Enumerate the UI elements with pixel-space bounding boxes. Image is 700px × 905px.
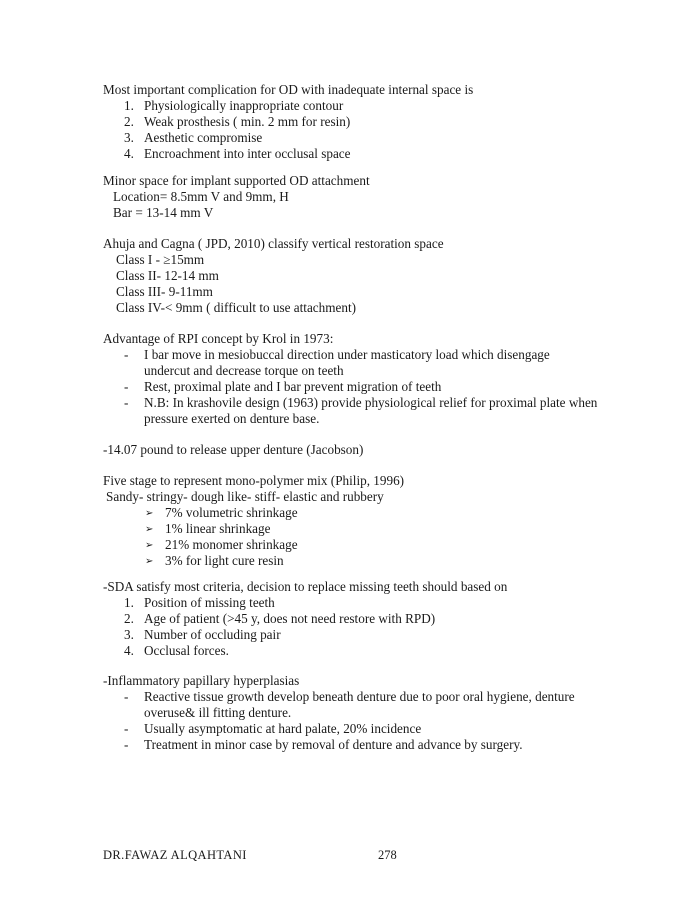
section-heading: Minor space for implant supported OD attachment <box>103 173 370 188</box>
bullet-marker: - <box>124 395 129 410</box>
list-marker: 1. <box>124 595 134 610</box>
list-marker: 2. <box>124 611 134 626</box>
bullet-marker: - <box>124 379 129 394</box>
list-marker: 1. <box>124 98 134 113</box>
bullet-marker: - <box>124 737 129 752</box>
list-item: Occlusal forces. <box>144 643 229 658</box>
list-marker: 2. <box>124 114 134 129</box>
list-item: Usually asymptomatic at hard palate, 20% incidence <box>144 721 422 736</box>
bullet-marker: - <box>124 689 129 704</box>
section-heading: Ahuja and Cagna ( JPD, 2010) classify vertical restoration space <box>103 236 444 251</box>
arrow-bullet: ➢ <box>145 556 154 567</box>
section-subheading: Sandy- stringy- dough like- stiff- elastic and rubbery <box>106 489 384 504</box>
text-line: Class II- 12-14 mm <box>116 268 219 283</box>
list-item: Position of missing teeth <box>144 595 275 610</box>
list-item: 1% linear shrinkage <box>165 521 271 536</box>
text-line: Class III- 9-11mm <box>116 284 213 299</box>
list-marker: 4. <box>124 146 134 161</box>
list-item-continuation: pressure exerted on denture base. <box>144 411 320 426</box>
list-item: Aesthetic compromise <box>144 130 263 145</box>
text-line: Bar = 13-14 mm V <box>113 205 214 220</box>
footer-author: DR.FAWAZ ALQAHTANI <box>103 848 247 862</box>
arrow-bullet: ➢ <box>145 524 154 535</box>
text-line: Class IV-< 9mm ( difficult to use attachment) <box>116 300 357 315</box>
section-heading: Most important complication for OD with inadequate internal space is <box>103 82 474 97</box>
list-item: Reactive tissue growth develop beneath denture due to poor oral hygiene, denture <box>144 689 575 704</box>
list-item: I bar move in mesiobuccal direction under masticatory load which disengage <box>144 347 550 362</box>
list-item: Number of occluding pair <box>144 627 281 642</box>
list-item: N.B: In krashovile design (1963) provide physiological relief for proximal plate when <box>144 395 598 410</box>
list-item: 21% monomer shrinkage <box>165 537 298 552</box>
list-item: Weak prosthesis ( min. 2 mm for resin) <box>144 114 351 129</box>
list-item: Rest, proximal plate and I bar prevent migration of teeth <box>144 379 442 394</box>
section-heading: Advantage of RPI concept by Krol in 1973: <box>103 331 334 346</box>
list-marker: 3. <box>124 130 134 145</box>
arrow-bullet: ➢ <box>145 540 154 551</box>
list-item: 7% volumetric shrinkage <box>165 505 298 520</box>
bullet-marker: - <box>124 347 129 362</box>
list-item: Physiologically inappropriate contour <box>144 98 344 113</box>
list-item-continuation: undercut and decrease torque on teeth <box>144 363 344 378</box>
text-line: Location= 8.5mm V and 9mm, H <box>113 189 289 204</box>
section-heading: -Inflammatory papillary hyperplasias <box>103 673 300 688</box>
list-item: Treatment in minor case by removal of denture and advance by surgery. <box>144 737 523 752</box>
section-heading: -14.07 pound to release upper denture (Jacobson) <box>103 442 364 457</box>
list-marker: 4. <box>124 643 134 658</box>
list-item-continuation: overuse& ill fitting denture. <box>144 705 292 720</box>
text-line: Class I - ≥15mm <box>116 252 205 267</box>
section-heading: Five stage to represent mono-polymer mix (Philip, 1996) <box>103 473 405 488</box>
arrow-bullet: ➢ <box>145 508 154 519</box>
page-number: 278 <box>378 848 397 862</box>
list-item: Encroachment into inter occlusal space <box>144 146 351 161</box>
list-marker: 3. <box>124 627 134 642</box>
bullet-marker: - <box>124 721 129 736</box>
list-item: 3% for light cure resin <box>165 553 284 568</box>
section-heading: -SDA satisfy most criteria, decision to replace missing teeth should based on <box>103 579 508 594</box>
list-item: Age of patient (>45 y, does not need restore with RPD) <box>144 611 436 626</box>
